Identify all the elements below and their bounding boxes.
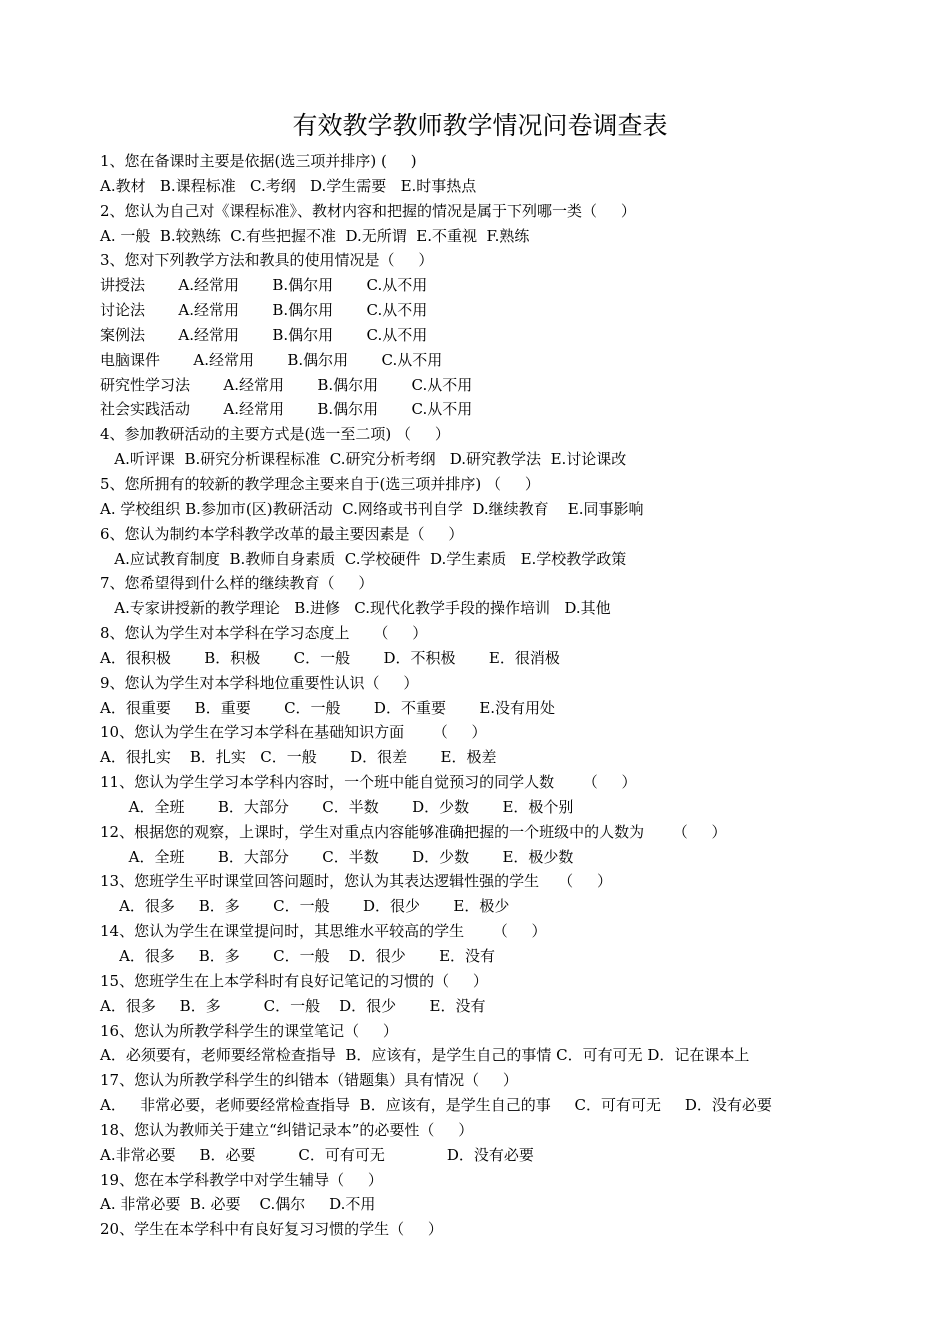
option-line: A．很积极 B．积极 C．一般 D．不积极 E．很消极 (100, 648, 560, 667)
option-line: A. 一般 B.较熟练 C.有些把握不准 D.无所谓 E.不重视 F.熟练 (100, 226, 530, 245)
question-line: 9、您认为学生对本学科地位重要性认识（ ） (100, 673, 419, 692)
option-line: A．全班 B．大部分 C．半数 D．少数 E．极个别 (100, 797, 574, 816)
option-line: A.专家讲授新的教学理论 B.进修 C.现代化教学手段的操作培训 D.其他 (100, 599, 611, 618)
question-line: 7、您希望得到什么样的继续教育（ ） (100, 574, 374, 593)
option-line: A． 非常必要，老师要经常检查指导 B．应该有，是学生自己的事 C．可有可无 D．没有必要 (100, 1096, 772, 1115)
option-line: A．很多 B．多 C．一般 D．很少 E．没有 (100, 996, 486, 1015)
option-line: A.教材 B.课程标准 C.考纲 D.学生需要 E.时事热点 (100, 176, 477, 195)
question-line: 5、您所拥有的较新的教学理念主要来自于(选三项并排序) （ ） (100, 474, 540, 493)
question-line: 1、您在备课时主要是依据(选三项并排序) ( ) (100, 152, 417, 170)
question-list (100, 149, 772, 1242)
option-line: A．很多 B．多 C．一般 D．很少 E．没有 (100, 947, 496, 965)
option-line: A.听评课 B.研究分析课程标准 C.研究分析考纲 D.研究教学法 E.讨论课改 (100, 450, 627, 469)
question-line: 8、您认为学生对本学科在学习态度上 （ ） (100, 624, 428, 643)
document-title: 有效教学教师教学情况问卷调查表 (292, 111, 668, 140)
option-line: A.非常必要 B．必要 C．可有可无 D．没有必要 (100, 1145, 534, 1164)
question-line: 10、您认为学生在学习本学科在基础知识方面 （ ） (100, 723, 487, 742)
question-line: 16、您认为所教学科学生的课堂笔记（ ） (100, 1021, 398, 1040)
option-line: A．很重要 B．重要 C．一般 D．不重要 E.没有用处 (100, 698, 556, 717)
question-line: 15、您班学生在上本学科时有良好记笔记的习惯的（ ） (100, 971, 488, 990)
option-line: A．必须要有，老师要经常检查指导 B．应该有，是学生自己的事情 C．可有可无 D．记在课本上 (100, 1046, 750, 1065)
question-line: 13、您班学生平时课堂回答问题时，您认为其表达逻辑性强的学生 （ ） (100, 872, 613, 891)
option-line: A. 非常必要 B. 必要 C.偶尔 D.不用 (100, 1195, 376, 1214)
question-line: 2、您认为自己对《课程标准》、教材内容和把握的情况是属于下列哪一类（ ） (100, 201, 636, 220)
option-line: 讲授法 A.经常用 B.偶尔用 C.从不用 (100, 276, 428, 295)
question-line: 20、学生在本学科中有良好复习习惯的学生（ ） (100, 1220, 443, 1239)
question-line: 18、您认为教师关于建立“纠错记录本”的必要性（ ） (100, 1120, 474, 1139)
option-line: 研究性学习法 A.经常用 B.偶尔用 C.从不用 (100, 375, 473, 394)
option-line: A．很多 B．多 C．一般 D．很少 E．极少 (100, 897, 510, 916)
question-line: 6、您认为制约本学科教学改革的最主要因素是（ ） (100, 524, 464, 543)
question-line: 11、您认为学生学习本学科内容时，一个班中能自觉预习的同学人数 （ ） (100, 773, 637, 792)
option-line: A. 学校组织 B.参加市(区)教研活动 C.网络或书刊自学 D.继续教育 E.同事影响 (100, 499, 644, 518)
question-line: 17、您认为所教学科学生的纠错本（错题集）具有情况（ ） (100, 1071, 518, 1090)
option-line: A．全班 B．大部分 C．半数 D．少数 E．极少数 (100, 847, 574, 866)
option-line: A．很扎实 B．扎实 C．一般 D．很差 E．极差 (100, 748, 497, 767)
question-line: 12、根据您的观察，上课时，学生对重点内容能够准确把握的一个班级中的人数为 （ ） (100, 822, 727, 841)
option-line: 讨论法 A.经常用 B.偶尔用 C.从不用 (100, 301, 428, 320)
question-line: 3、您对下列教学方法和教具的使用情况是（ ） (100, 251, 434, 270)
question-line: 4、参加教研活动的主要方式是(选一至二项) （ ） (100, 425, 450, 444)
question-line: 19、您在本学科教学中对学生辅导（ ） (100, 1170, 383, 1189)
option-line: 案例法 A.经常用 B.偶尔用 C.从不用 (100, 325, 428, 344)
question-line: 14、您认为学生在课堂提问时，其思维水平较高的学生 （ ） (100, 922, 547, 941)
option-line: 电脑课件 A.经常用 B.偶尔用 C.从不用 (100, 350, 443, 369)
option-line: 社会实践活动 A.经常用 B.偶尔用 C.从不用 (100, 400, 473, 419)
option-line: A.应试教育制度 B.教师自身素质 C.学校硬件 D.学生素质 E.学校教学政策 (100, 549, 627, 568)
